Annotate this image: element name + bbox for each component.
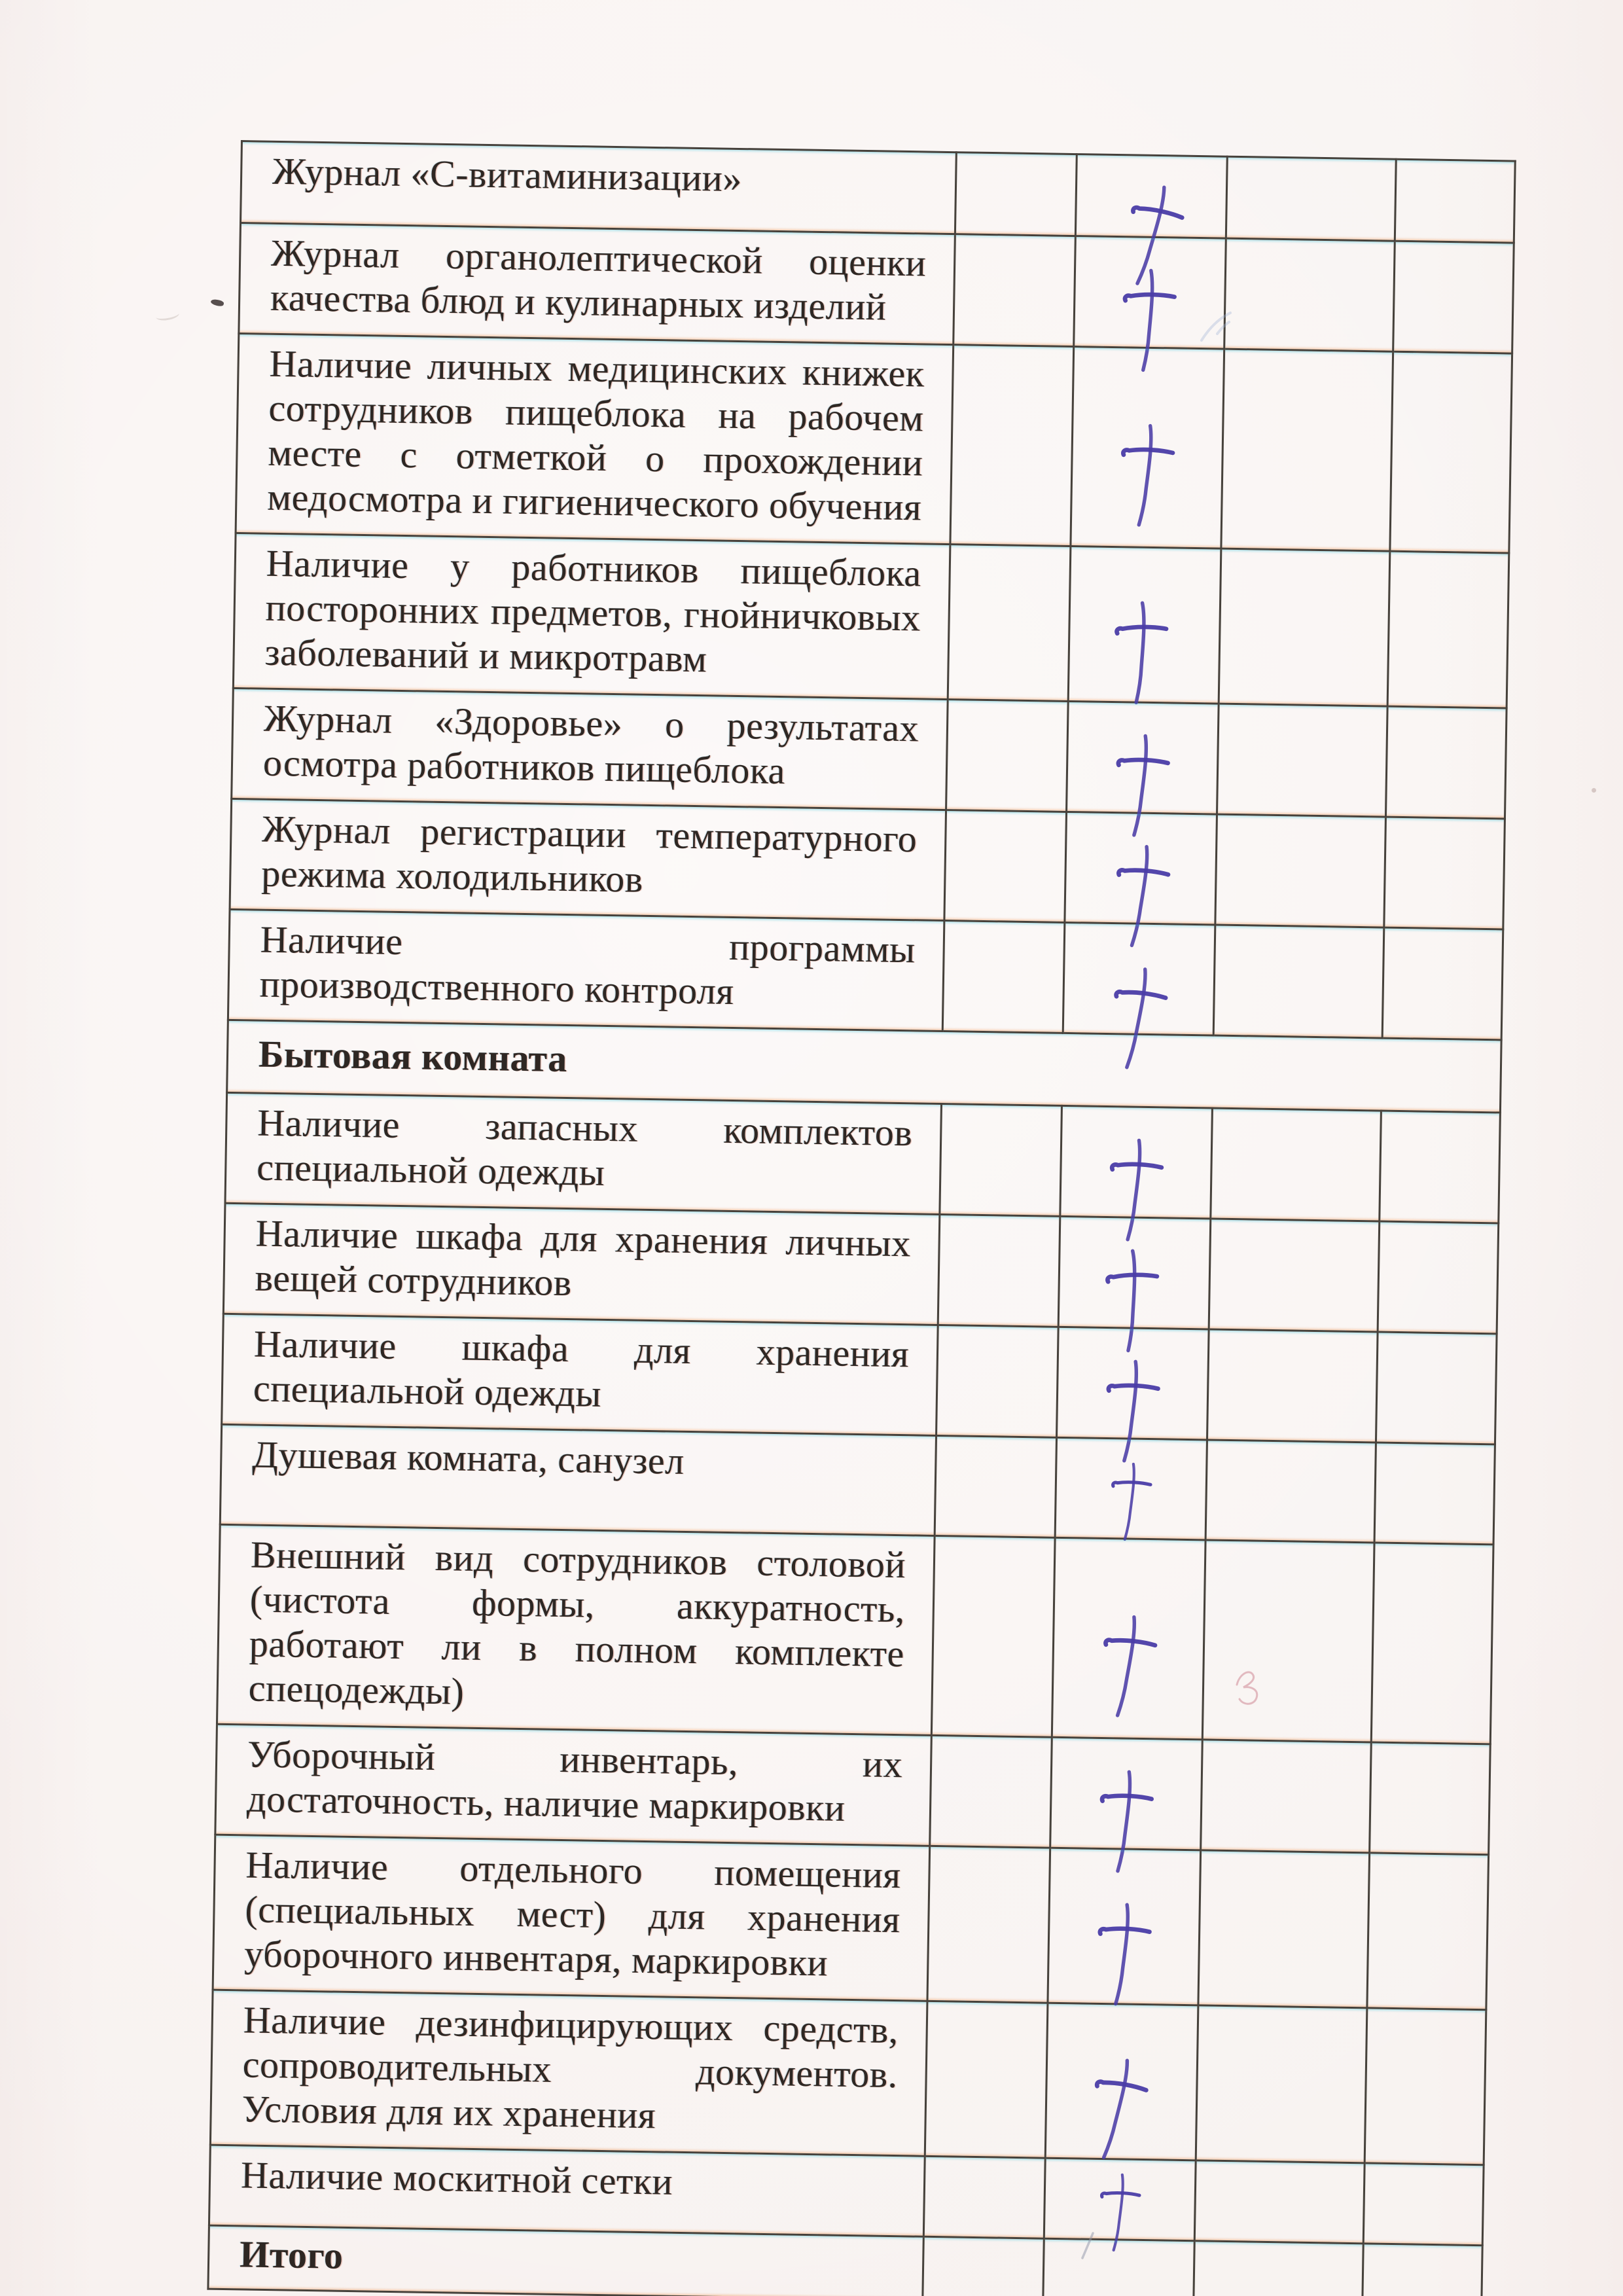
row-label-cell — [239, 223, 955, 345]
grade-cell-3 — [1202, 1540, 1374, 1742]
grade-cell-4 — [1395, 159, 1515, 243]
grade-cell-2 — [1071, 347, 1224, 549]
row-label: Внешний вид сотрудников столовой (чистота формы, аккуратность, работают ли в полном комплекте спецодежды) — [248, 1533, 906, 1713]
grade-cell-2 — [1060, 1105, 1213, 1219]
table-row — [215, 1724, 1490, 1855]
table-row — [230, 798, 1505, 929]
grade-cell-2 — [1057, 1327, 1209, 1440]
grade-cell-4 — [1382, 927, 1503, 1040]
table-row — [228, 909, 1503, 1040]
grade-cell-3 — [1219, 548, 1390, 706]
grade-cell-2 — [1068, 546, 1221, 704]
row-label: Журнал регистрации температурного режима холодильников — [260, 807, 918, 901]
grade-cell-1 — [948, 545, 1071, 702]
grade-cell-2 — [1052, 1537, 1205, 1740]
table-row — [233, 533, 1508, 708]
row-label-cell — [210, 1990, 927, 2156]
grade-cell-3 — [1198, 1850, 1370, 2008]
table-row — [223, 1203, 1498, 1334]
grade-cell-1 — [938, 1214, 1060, 1327]
grade-cell-1 — [931, 1535, 1055, 1737]
row-label: Наличие отдельного помещения (специальных мест) для хранения уборочного инвентаря, маркировки — [243, 1843, 901, 1984]
checklist-body — [208, 141, 1515, 2296]
handwritten-plus-mark — [1092, 1598, 1166, 1731]
table-row — [210, 1990, 1486, 2165]
grade-cell-3 — [1205, 1440, 1376, 1543]
table-row — [220, 1424, 1495, 1545]
grade-cell-2 — [1045, 2003, 1198, 2161]
grade-cell-2 — [1048, 1848, 1201, 2005]
ink-speck-comma — [210, 298, 224, 308]
row-label-cell — [228, 909, 944, 1031]
inspection-checklist-table — [207, 140, 1516, 2296]
row-label: Наличие дезинфицирующих средств, сопроводительных документов. Условия для их хранения — [241, 1998, 899, 2137]
row-label-cell — [220, 1424, 936, 1535]
grade-cell-1 — [940, 1103, 1062, 1216]
row-label-cell — [213, 1835, 930, 2001]
grade-cell-4 — [1393, 241, 1514, 353]
ink-speck-dot — [1592, 788, 1596, 793]
grade-cell-1 — [925, 2001, 1048, 2158]
grade-cell-2 — [1058, 1216, 1211, 1329]
grade-cell-3 — [1215, 814, 1386, 927]
table-row — [232, 688, 1507, 819]
row-label-cell — [233, 533, 950, 699]
handwritten-plus-mark — [1107, 586, 1177, 717]
row-label-cell — [209, 2145, 925, 2236]
paper-scratch — [155, 308, 180, 322]
row-label-cell — [241, 141, 957, 234]
row-label: Журнал органолептической оценки качества блюд и кулинарных изделий — [270, 231, 927, 329]
row-label: Наличие шкафа для хранения личных вещей сотрудников — [255, 1211, 912, 1304]
grade-cell-1 — [944, 810, 1067, 923]
handwritten-plus-mark — [1105, 1458, 1156, 1543]
grade-cell-4 — [1378, 1221, 1499, 1334]
grade-cell-3 — [1226, 156, 1396, 241]
grade-cell-3 — [1194, 2161, 1364, 2244]
row-label-cell — [208, 2225, 923, 2296]
grade-cell-4 — [1363, 2244, 1483, 2296]
grade-cell-4 — [1364, 2008, 1486, 2165]
handwritten-plus-mark — [1113, 409, 1181, 539]
grade-cell-1 — [954, 234, 1076, 347]
grade-cell-3 — [1221, 349, 1393, 551]
grade-cell-1 — [927, 1846, 1050, 2003]
row-label: Итого — [239, 2233, 344, 2277]
table-row — [222, 1314, 1497, 1444]
table-row — [236, 333, 1512, 553]
grade-cell-2 — [1075, 154, 1227, 239]
grade-cell-1 — [935, 1435, 1056, 1537]
grade-cell-4 — [1387, 551, 1509, 708]
grade-cell-4 — [1374, 1443, 1495, 1545]
row-label-cell — [222, 1314, 938, 1435]
grade-cell-3 — [1196, 2005, 1367, 2163]
grade-cell-1 — [955, 152, 1077, 236]
grade-cell-4 — [1385, 706, 1507, 819]
grade-cell-3 — [1211, 1108, 1382, 1221]
grade-cell-1 — [923, 2236, 1044, 2296]
table-skew-wrapper — [207, 140, 1514, 2296]
table-row — [239, 223, 1514, 354]
grade-cell-2 — [1063, 922, 1215, 1035]
grade-cell-1 — [946, 700, 1069, 812]
row-label: Бытовая комната — [258, 1032, 568, 1081]
row-label-cell — [236, 333, 954, 544]
grade-cell-3 — [1213, 925, 1384, 1038]
table-row — [225, 1092, 1500, 1223]
grade-cell-1 — [942, 921, 1065, 1033]
row-label: Уборочный инвентарь, их достаточность, наличие маркировки — [246, 1732, 903, 1829]
grade-cell-3 — [1207, 1329, 1378, 1443]
grade-cell-4 — [1390, 351, 1512, 553]
row-label: Журнал «С-витаминизации» — [272, 149, 743, 200]
grade-cell-4 — [1370, 1742, 1491, 1855]
grade-cell-2 — [1044, 2158, 1196, 2241]
grade-cell-2 — [1067, 701, 1219, 814]
grade-cell-2 — [1050, 1737, 1203, 1850]
row-label-cell — [215, 1724, 932, 1846]
grade-cell-3 — [1194, 2241, 1363, 2296]
row-label: Наличие программы производственного контроля — [259, 918, 916, 1013]
grade-cell-2 — [1065, 812, 1217, 925]
grade-cell-4 — [1363, 2163, 1484, 2246]
grade-cell-1 — [923, 2156, 1045, 2238]
row-label-cell — [225, 1092, 942, 1214]
row-label-cell — [217, 1524, 935, 1735]
table-row — [217, 1524, 1493, 1744]
row-label: Журнал «Здоровье» о результатах осмотра работников пищеблока — [262, 696, 919, 793]
grade-cell-1 — [950, 345, 1074, 547]
grade-cell-4 — [1384, 817, 1505, 929]
row-label-cell — [223, 1203, 940, 1325]
row-label: Наличие запасных комплектов специальной одежды — [256, 1101, 913, 1194]
grade-cell-1 — [930, 1735, 1052, 1848]
row-label-cell — [232, 688, 948, 810]
row-label: Душевая комната, санузел — [251, 1433, 685, 1482]
grade-cell-1 — [936, 1325, 1059, 1437]
handwritten-plus-mark — [1077, 2039, 1159, 2176]
grade-cell-4 — [1371, 1543, 1493, 1744]
row-label: Наличие личных медицинских книжек сотрудников пищеблока на рабочем месте с отметкой о прохождении медосмотра и гигиенического обучения — [266, 342, 925, 529]
row-label-cell — [230, 798, 946, 920]
row-label: Наличие шкафа для хранения специальной одежды — [253, 1322, 910, 1415]
grade-cell-4 — [1367, 1853, 1489, 2010]
row-label: Наличие у работников пищеблока посторонних предметов, гнойничковых заболеваний и микротравм — [264, 541, 922, 681]
grade-cell-2 — [1074, 236, 1226, 350]
row-label: Наличие москитной сетки — [240, 2153, 673, 2203]
grade-cell-3 — [1209, 1219, 1380, 1332]
grade-cell-2 — [1055, 1437, 1207, 1540]
grade-cell-3 — [1224, 238, 1395, 351]
handwritten-plus-mark — [1090, 1888, 1158, 2018]
table-row — [213, 1835, 1488, 2010]
grade-cell-3 — [1201, 1740, 1372, 1853]
grade-cell-2 — [1043, 2238, 1194, 2296]
grade-cell-4 — [1380, 1111, 1501, 1223]
grade-cell-4 — [1376, 1332, 1497, 1444]
grade-cell-3 — [1217, 704, 1388, 817]
